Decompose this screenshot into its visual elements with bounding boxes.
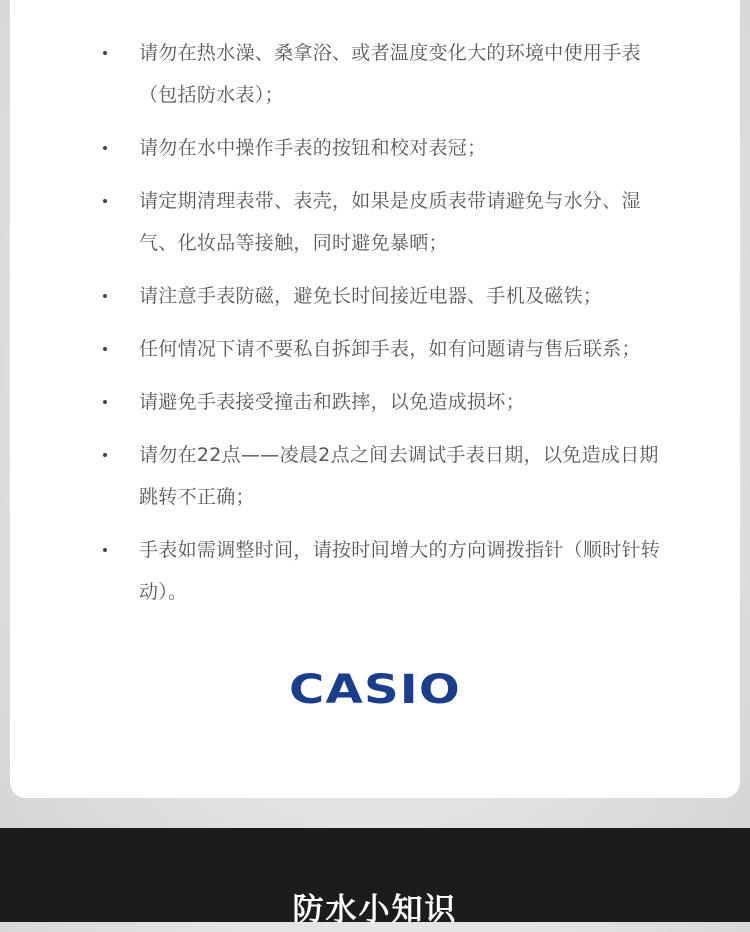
tip-text: 请定期清理表带、表壳，如果是皮质表带请避免与水分、湿气、化妆品等接触，同时避免暴晒；: [139, 190, 641, 254]
bullet-dot-icon: [103, 400, 107, 404]
list-item: [10, 529, 750, 613]
tip-text: 手表如需调整时间，请按时间增大的方向调拨指针（顺时针转动）。: [139, 539, 661, 603]
waterproof-title: 防水小知识: [292, 892, 458, 928]
tip-text: 请勿在22点——凌晨2点之间去调试手表日期，以免造成日期跳转不正确；: [139, 444, 659, 508]
list-item: [10, 434, 750, 518]
casio-logo: [287, 664, 463, 710]
list-item: [10, 381, 750, 423]
bullet-dot-icon: [103, 294, 107, 298]
care-title: [139, 0, 239, 2]
tip-text: 请注意手表防磁，避免长时间接近电器、手机及磁铁；: [139, 285, 603, 307]
bullet-dot-icon: [103, 51, 107, 55]
list-item: [10, 275, 750, 317]
bullet-dot-icon: [103, 146, 107, 150]
casio-logo-text: CASIO: [289, 667, 461, 710]
list-item: [10, 180, 750, 264]
tip-text: 请勿在水中操作手表的按钮和校对表冠；: [139, 137, 487, 159]
list-item: [10, 127, 750, 169]
tip-text: 任何情况下请不要私自拆卸手表，如有问题请与售后联系；: [139, 338, 641, 360]
list-item: [10, 32, 750, 116]
bullet-dot-icon: [103, 453, 107, 457]
list-item: [10, 328, 750, 370]
care-tips-list: [10, 32, 750, 624]
tip-text: 请勿在热水澡、桑拿浴、或者温度变化大的环境中使用手表（包括防水表）；: [139, 42, 641, 106]
bullet-dot-icon: [103, 199, 107, 203]
tip-text: 请避免手表接受撞击和跌摔，以免造成损坏；: [139, 391, 526, 413]
bullet-dot-icon: [103, 548, 107, 552]
bullet-dot-icon: [103, 347, 107, 351]
